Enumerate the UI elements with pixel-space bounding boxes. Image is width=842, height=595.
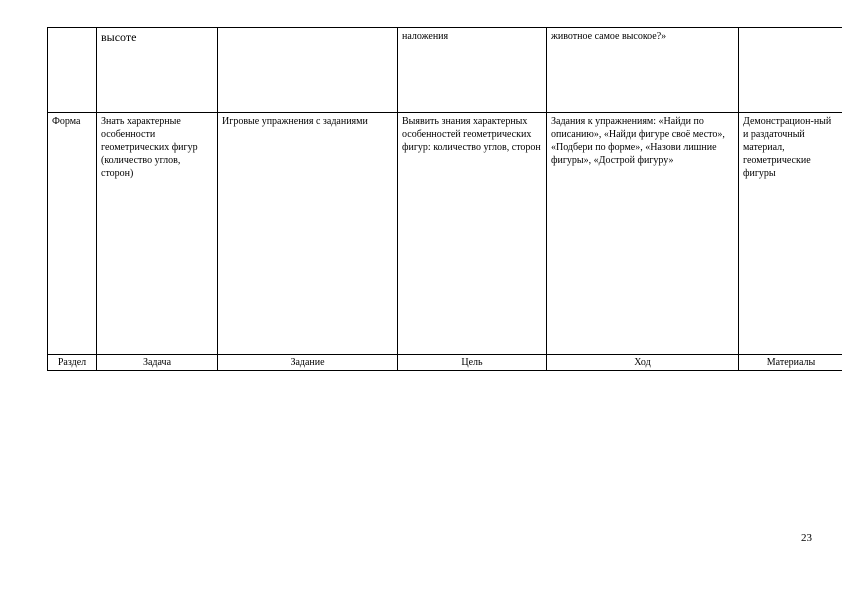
table-cell (739, 28, 842, 113)
procedure-cell: Задания к упражнениям: «Найди по описанию», «Найди фигуре своё место», «Подбери по форме», «Назови лишние фигуры», «Дострой фигуру» (547, 113, 739, 355)
table-cell: высоте (97, 28, 218, 113)
table-row (48, 28, 842, 113)
lesson-table (47, 27, 842, 371)
header-assignment: Задание (218, 355, 398, 371)
table-cell (218, 28, 398, 113)
header-procedure: Ход (547, 355, 739, 371)
header-materials: Материалы (739, 355, 842, 371)
table-cell: наложения (398, 28, 547, 113)
table-cell: животное самое высокое?» (547, 28, 739, 113)
table-row (48, 113, 842, 355)
assignment-cell: Игровые упражнения с заданиями (218, 113, 398, 355)
table-header-row (48, 355, 842, 371)
table-cell (48, 28, 97, 113)
section-cell: Форма (48, 113, 97, 355)
page-number: 23 (801, 532, 812, 544)
header-section: Раздел (48, 355, 97, 371)
task-cell: Знать характерные особенности геометрических фигур (количество углов, сторон) (97, 113, 218, 355)
header-goal: Цель (398, 355, 547, 371)
header-task: Задача (97, 355, 218, 371)
goal-cell: Выявить знания характерных особенностей геометрических фигур: количество углов, сторон (398, 113, 547, 355)
materials-cell: Демонстрацион-ный и раздаточный материал, геометрические фигуры (739, 113, 842, 355)
